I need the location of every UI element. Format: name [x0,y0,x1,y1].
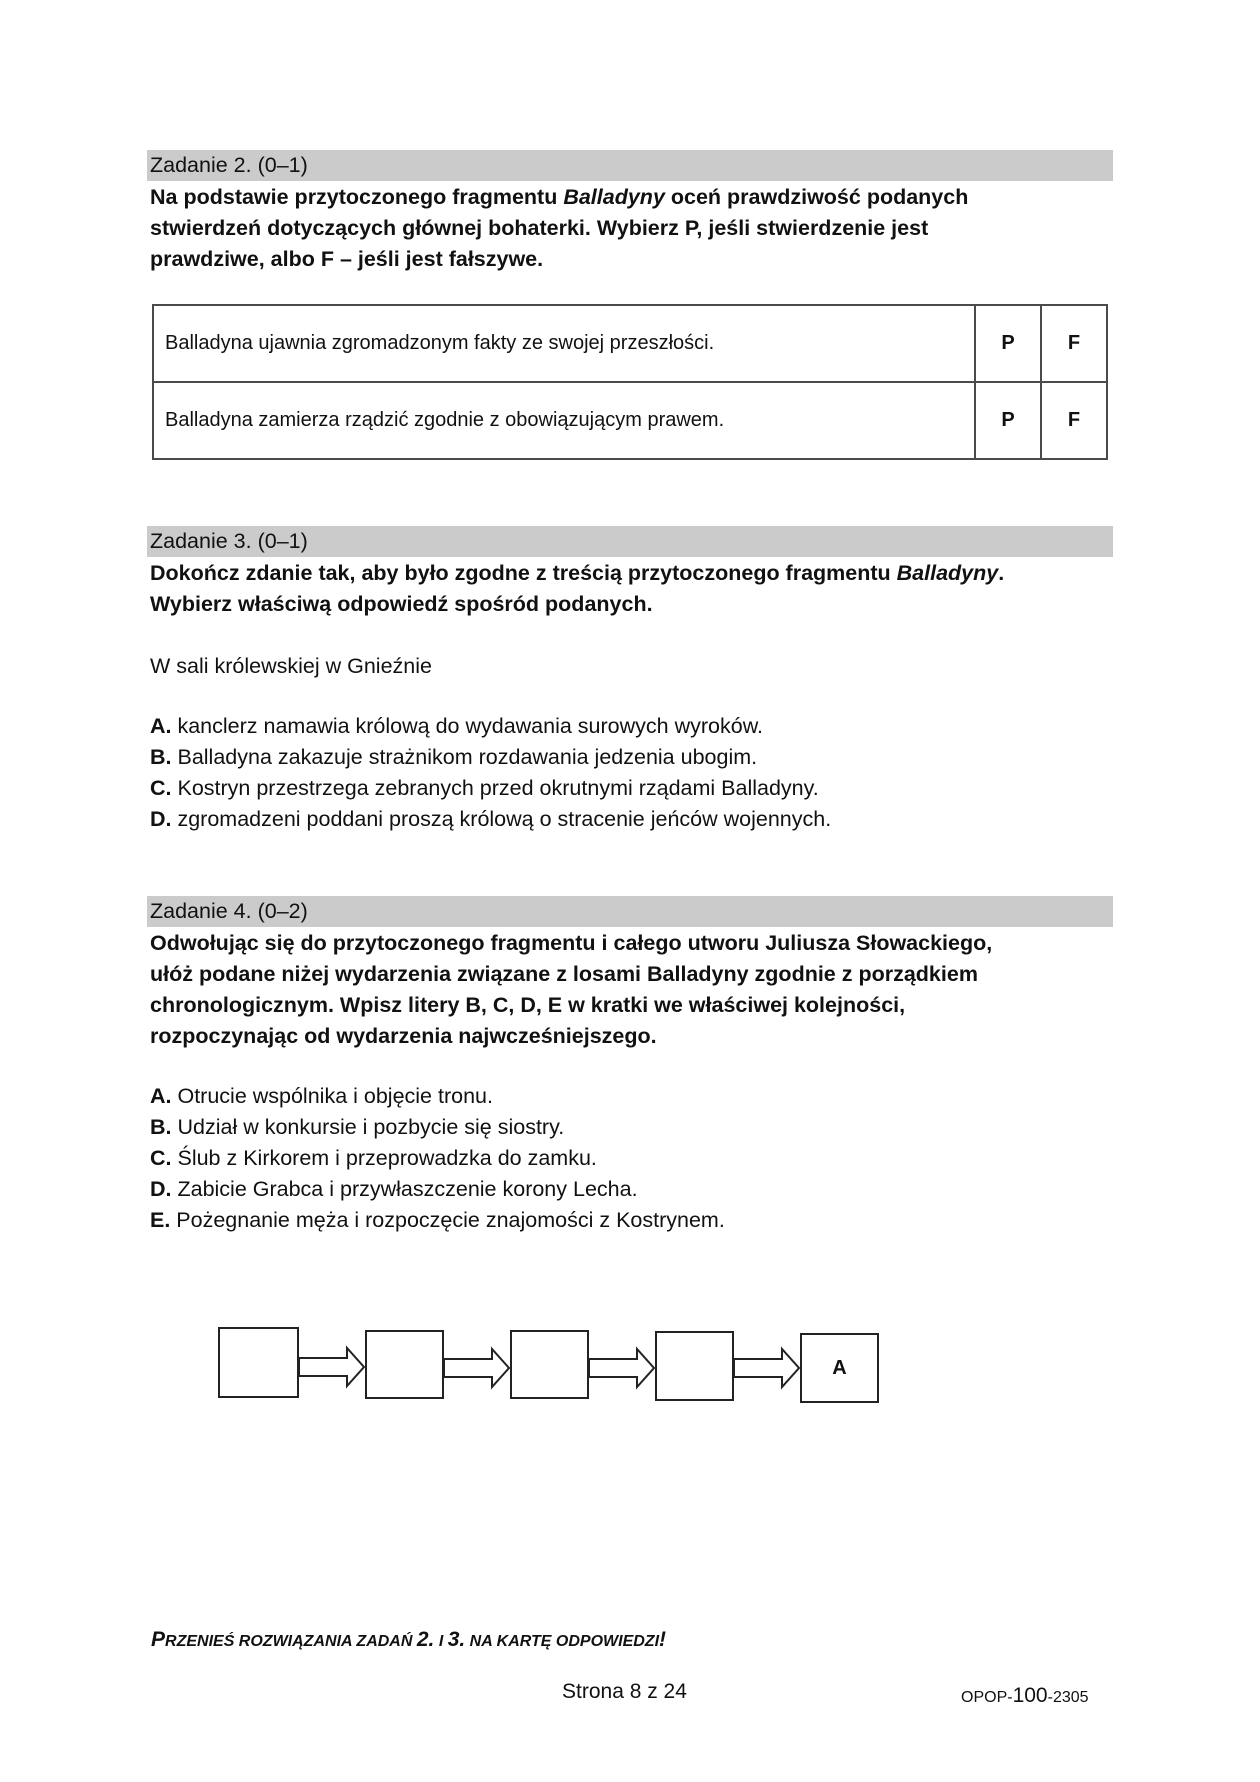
notice-text: 2. [416,1628,435,1651]
statement: Balladyna ujawnia zgromadzonym fakty ze swojej przeszłości. [153,305,975,382]
notice-text: RZENIEŚ ROZWIĄZANIA ZADAŃ [165,1633,417,1650]
instruction-line: Wybierz właściwą odpowiedź spośród podanych. [150,592,653,616]
instruction-text: oceń prawdziwość podanych [664,185,969,209]
transfer-notice [151,1628,666,1652]
notice-text: I [434,1633,448,1650]
option-text: Balladyna zakazuje strażnikom rozdawania jedzenia ubogim. [171,745,758,769]
notice-text: P [151,1628,166,1651]
event-text: Pożegnanie męża i rozpoczęcie znajomości z Kostrynem. [170,1208,725,1232]
task4-events [150,1081,725,1236]
option-b[interactable] [150,742,831,773]
task3-options [150,711,831,835]
table-row [153,382,1107,459]
option-a[interactable] [150,711,831,742]
event-text: Otrucie wspólnika i objęcie tronu. [171,1084,493,1108]
event-text: Ślub z Kirkorem i przeprowadzka do zamku. [171,1146,597,1170]
arrow-right-icon [443,1346,511,1390]
task2-heading: Zadanie 2. (0–1) [150,153,308,177]
instruction-text: Na podstawie przytoczonego fragmentu [150,185,564,209]
option-letter: C. [150,776,172,800]
table-row [153,305,1107,382]
task4-heading-bar [147,896,1113,927]
true-false-table [152,304,1108,460]
task3-heading-bar [147,526,1113,557]
sequence-box-1[interactable] [218,1327,299,1398]
instruction-line: rozpoczynając od wydarzenia najwcześniejszego. [150,1024,657,1048]
task2-heading-bar [147,150,1113,181]
answer-false[interactable]: F [1041,305,1107,382]
notice-text: NA KARTĘ ODPOWIEDZI [465,1633,660,1650]
arrow-right-icon [733,1346,801,1390]
code-part: -2305 [1047,1689,1089,1706]
page-number: Strona 8 z 24 [562,1680,687,1703]
sequence-box-4[interactable] [655,1331,734,1401]
instruction-line: ułóż podane niżej wydarzenia związane z losami Balladyny zgodnie z porządkiem [150,962,978,986]
option-text: kanclerz namawia królową do wydawania surowych wyroków. [171,714,764,738]
answer-true[interactable]: P [975,305,1041,382]
event-c [150,1143,725,1174]
option-letter: A. [150,714,172,738]
option-letter: D. [150,807,172,831]
option-text: Kostryn przestrzega zebranych przed okrutnymi rządami Balladyny. [171,776,819,800]
instruction-line [150,182,1120,213]
option-c[interactable] [150,773,831,804]
event-text: Zabicie Grabca i przywłaszczenie korony Lecha. [171,1177,638,1201]
task4-heading: Zadanie 4. (0–2) [150,899,308,923]
statement: Balladyna zamierza rządzić zgodnie z obowiązującym prawem. [153,382,975,459]
arrow-right-icon [588,1346,656,1390]
instruction-text: Dokończ zdanie tak, aby było zgodne z treścią przytoczonego fragmentu [150,561,897,585]
event-e [150,1205,725,1236]
task3-stem: W sali królewskiej w Gnieźnie [150,654,432,678]
task3-heading: Zadanie 3. (0–1) [150,529,308,553]
event-b [150,1112,725,1143]
instruction-line: prawdziwe, albo F – jeśli jest fałszywe. [150,247,544,271]
event-letter: C. [150,1146,172,1170]
notice-text: ! [659,1628,667,1651]
exam-code [961,1684,1089,1708]
arrow-right-icon [298,1345,366,1389]
answer-false[interactable]: F [1041,382,1107,459]
instruction-text: . [998,561,1005,585]
sequence-box-2[interactable] [365,1330,444,1399]
event-letter: D. [150,1177,172,1201]
instruction-line: stwierdzeń dotyczących głównej bohaterki. Wybierz P, jeśli stwierdzenie jest [150,216,929,240]
instruction-line: Odwołując się do przytoczonego fragmentu i całego utworu Juliusza Słowackiego, [150,931,993,955]
event-letter: B. [150,1115,172,1139]
sequence-box-5: A [800,1333,879,1403]
work-title: Balladyny [563,185,665,209]
option-d[interactable] [150,804,831,835]
notice-text: 3. [447,1628,466,1651]
event-a [150,1081,725,1112]
option-text: zgromadzeni poddani proszą królową o stracenie jeńców wojennych. [171,807,832,831]
event-d [150,1174,725,1205]
instruction-line [150,558,1120,589]
sequence-box-3[interactable] [510,1330,589,1399]
task3-instruction [150,558,1120,620]
code-part: OPOP- [961,1689,1013,1706]
work-title: Balladyny [896,561,999,585]
event-letter: E. [150,1208,171,1232]
code-part: 100 [1012,1684,1048,1707]
option-letter: B. [150,745,172,769]
task2-instruction [150,182,1120,275]
instruction-line: chronologicznym. Wpisz litery B, C, D, E w kratki we właściwej kolejności, [150,993,906,1017]
event-letter: A. [150,1084,172,1108]
event-text: Udział w konkursie i pozbycie się siostry. [171,1115,565,1139]
task4-instruction [150,928,1120,1052]
answer-true[interactable]: P [975,382,1041,459]
